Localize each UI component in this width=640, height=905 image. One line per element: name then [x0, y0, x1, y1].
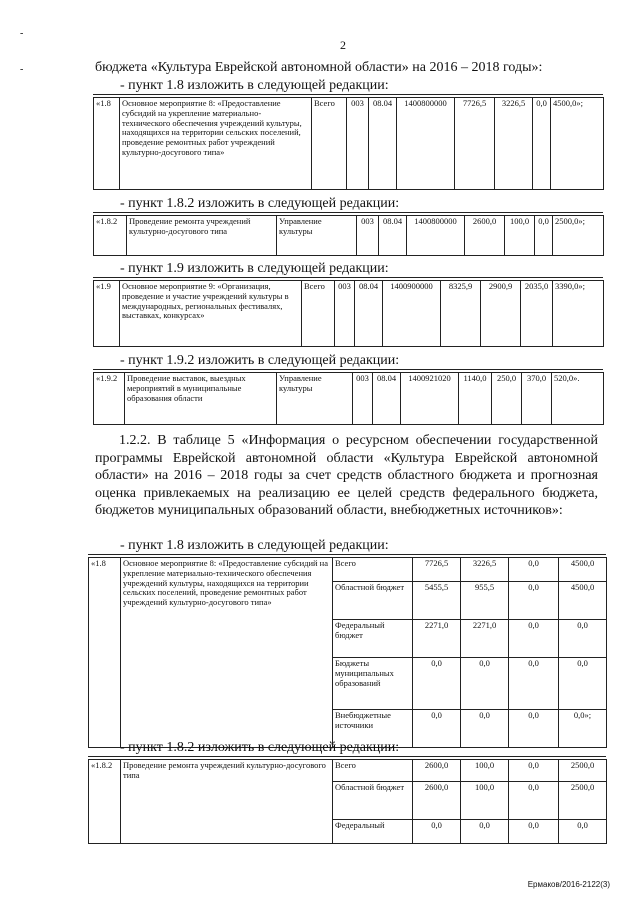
row-number: «1.8 — [89, 558, 121, 748]
funding-source: Областной бюджет — [333, 782, 413, 820]
value-2018: 2500,0»; — [553, 216, 604, 256]
value-2018: 3390,0»; — [553, 281, 604, 347]
table-1-9 — [93, 280, 604, 347]
value-total: 7726,5 — [455, 98, 495, 190]
rule-5 — [88, 554, 606, 555]
section-header-1-9-2: - пункт 1.9.2 изложить в следующей редакции: — [120, 353, 400, 368]
row-number: «1.9.2 — [94, 373, 125, 425]
value-total: 5455,5 — [413, 582, 461, 620]
value-2016: 0,0 — [461, 658, 509, 710]
value-total: 7726,5 — [413, 558, 461, 582]
table5-1-8-2 — [88, 759, 607, 844]
code-rzpr: 08.04 — [379, 216, 407, 256]
value-2017: 0,0 — [535, 216, 553, 256]
value-2017: 0,0 — [509, 658, 559, 710]
funding-source: Всего — [333, 760, 413, 782]
table-1-9-2 — [93, 372, 604, 425]
margin-mark-1: - — [20, 28, 24, 39]
value-2016: 955,5 — [461, 582, 509, 620]
code-csr: 1400800000 — [407, 216, 465, 256]
section-header-1-8-2: - пункт 1.8.2 изложить в следующей редакции: — [120, 196, 400, 211]
value-2016: 100,0 — [505, 216, 535, 256]
value-2018: 0,0 — [559, 658, 607, 710]
value-2017: 0,0 — [533, 98, 551, 190]
value-total: 2600,0 — [465, 216, 505, 256]
row-number: «1.9 — [94, 281, 120, 347]
value-2017: 0,0 — [509, 620, 559, 658]
value-2018: 0,0 — [559, 820, 607, 844]
value-2018: 0,0»; — [559, 710, 607, 748]
intro-line: бюджета «Культура Еврейской автономной области» на 2016 – 2018 годы»: — [95, 60, 543, 75]
value-2018: 4500,0 — [559, 582, 607, 620]
value-total: 0,0 — [413, 710, 461, 748]
code-grbs: 003 — [335, 281, 355, 347]
rule-3 — [93, 277, 603, 278]
code-grbs: 003 — [347, 98, 369, 190]
executor: Всего — [302, 281, 335, 347]
funding-source: Внебюджетные источники — [333, 710, 413, 748]
margin-mark-2: - — [20, 64, 24, 75]
executor: Всего — [312, 98, 347, 190]
value-total: 8325,9 — [441, 281, 481, 347]
measure-name: Проведение ремонта учреждений культурно-досугового типа — [121, 760, 333, 844]
value-total: 2600,0 — [413, 760, 461, 782]
value-2017: 0,0 — [509, 558, 559, 582]
code-rzpr: 08.04 — [369, 98, 397, 190]
value-2017: 2035,0 — [521, 281, 553, 347]
page-number: 2 — [340, 38, 346, 52]
measure-name: Основное мероприятие 8: «Предоставление субсидий на укрепление материально-технического обеспечения учреждений культуры, находящихся на территории сельских поселений, проведение ремонтных работ учреждений культурно-досугового типа» — [121, 558, 333, 748]
value-2018: 4500,0 — [559, 558, 607, 582]
rule-1 — [93, 94, 603, 95]
value-2016: 3226,5 — [461, 558, 509, 582]
value-2018: 0,0 — [559, 620, 607, 658]
value-total: 0,0 — [413, 658, 461, 710]
value-2018: 2500,0 — [559, 782, 607, 820]
rule-4 — [93, 369, 603, 370]
value-2016: 3226,5 — [495, 98, 533, 190]
value-total: 0,0 — [413, 820, 461, 844]
executor: Управление культуры — [277, 373, 353, 425]
row-number: «1.8.2 — [89, 760, 121, 844]
section-header-1-8-b: - пункт 1.8 изложить в следующей редакции: — [120, 538, 389, 553]
value-2016: 2900,9 — [481, 281, 521, 347]
value-2016: 2271,0 — [461, 620, 509, 658]
code-rzpr: 08.04 — [355, 281, 383, 347]
table-1-8-2 — [93, 215, 604, 256]
value-2017: 0,0 — [509, 782, 559, 820]
row-number: «1.8.2 — [94, 216, 127, 256]
rule-2 — [93, 212, 603, 213]
footer-code: Ермаков/2016-2122(3) — [527, 880, 610, 889]
value-2017: 0,0 — [509, 582, 559, 620]
measure-name: Основное мероприятие 9: «Организация, проведение и участие учреждений культуры в международных, региональных фестивалях, выставках, конкурсах» — [120, 281, 302, 347]
table-1-8 — [93, 97, 604, 190]
section-header-1-8-2-b: - пункт 1.8.2 изложить в следующей редакции: — [120, 740, 400, 755]
value-2018: 2500,0 — [559, 760, 607, 782]
measure-name: Проведение ремонта учреждений культурно-досугового типа — [127, 216, 277, 256]
value-total: 2600,0 — [413, 782, 461, 820]
value-2016: 0,0 — [461, 710, 509, 748]
section-header-1-8: - пункт 1.8 изложить в следующей редакции: — [120, 78, 389, 93]
measure-name: Основное мероприятие 8: «Предоставление субсидий на укрепление материально-технического обеспечения учреждений культуры, находящихся на территории сельских поселений, проведение ремонтных работ учреждений культурно-досугового типа» — [120, 98, 312, 190]
value-2017: 0,0 — [509, 710, 559, 748]
code-grbs: 003 — [353, 373, 373, 425]
code-csr: 1400800000 — [397, 98, 455, 190]
table5-1-8 — [88, 557, 607, 748]
code-csr: 1400900000 — [383, 281, 441, 347]
funding-source: Федеральный бюджет — [333, 620, 413, 658]
rule-6 — [88, 756, 606, 757]
value-total: 1140,0 — [459, 373, 492, 425]
funding-source: Федеральный — [333, 820, 413, 844]
value-2016: 100,0 — [461, 760, 509, 782]
value-2017: 370,0 — [522, 373, 552, 425]
value-2016: 100,0 — [461, 782, 509, 820]
value-2016: 250,0 — [492, 373, 522, 425]
code-csr: 1400921020 — [401, 373, 459, 425]
value-2018: 4500,0»; — [551, 98, 604, 190]
section-header-1-9: - пункт 1.9 изложить в следующей редакции: — [120, 261, 389, 276]
paragraph-1-2-2 — [95, 432, 598, 520]
value-total: 2271,0 — [413, 620, 461, 658]
value-2018: 520,0». — [552, 373, 604, 425]
row-number: «1.8 — [94, 98, 120, 190]
executor: Управление культуры — [277, 216, 357, 256]
paragraph-text: 1.2.2. В таблице 5 «Информация о ресурсном обеспечении государственной программы Еврейской автономной области «Культура Еврейской автономной области» на 2016 – 2018 годы за счет средств областного бюджета и прогнозная оценка привлекаемых на реализацию ее целей средств федерального бюджета, бюджетов муниципальных образований области, внебюджетных источников»: — [95, 433, 598, 518]
funding-source: Всего — [333, 558, 413, 582]
value-2017: 0,0 — [509, 820, 559, 844]
value-2017: 0,0 — [509, 760, 559, 782]
code-rzpr: 08.04 — [373, 373, 401, 425]
code-grbs: 003 — [357, 216, 379, 256]
funding-source: Областной бюджет — [333, 582, 413, 620]
measure-name: Проведение выставок, выездных мероприятий в муниципальные образования области — [125, 373, 277, 425]
value-2016: 0,0 — [461, 820, 509, 844]
funding-source: Бюджеты муниципальных образований — [333, 658, 413, 710]
